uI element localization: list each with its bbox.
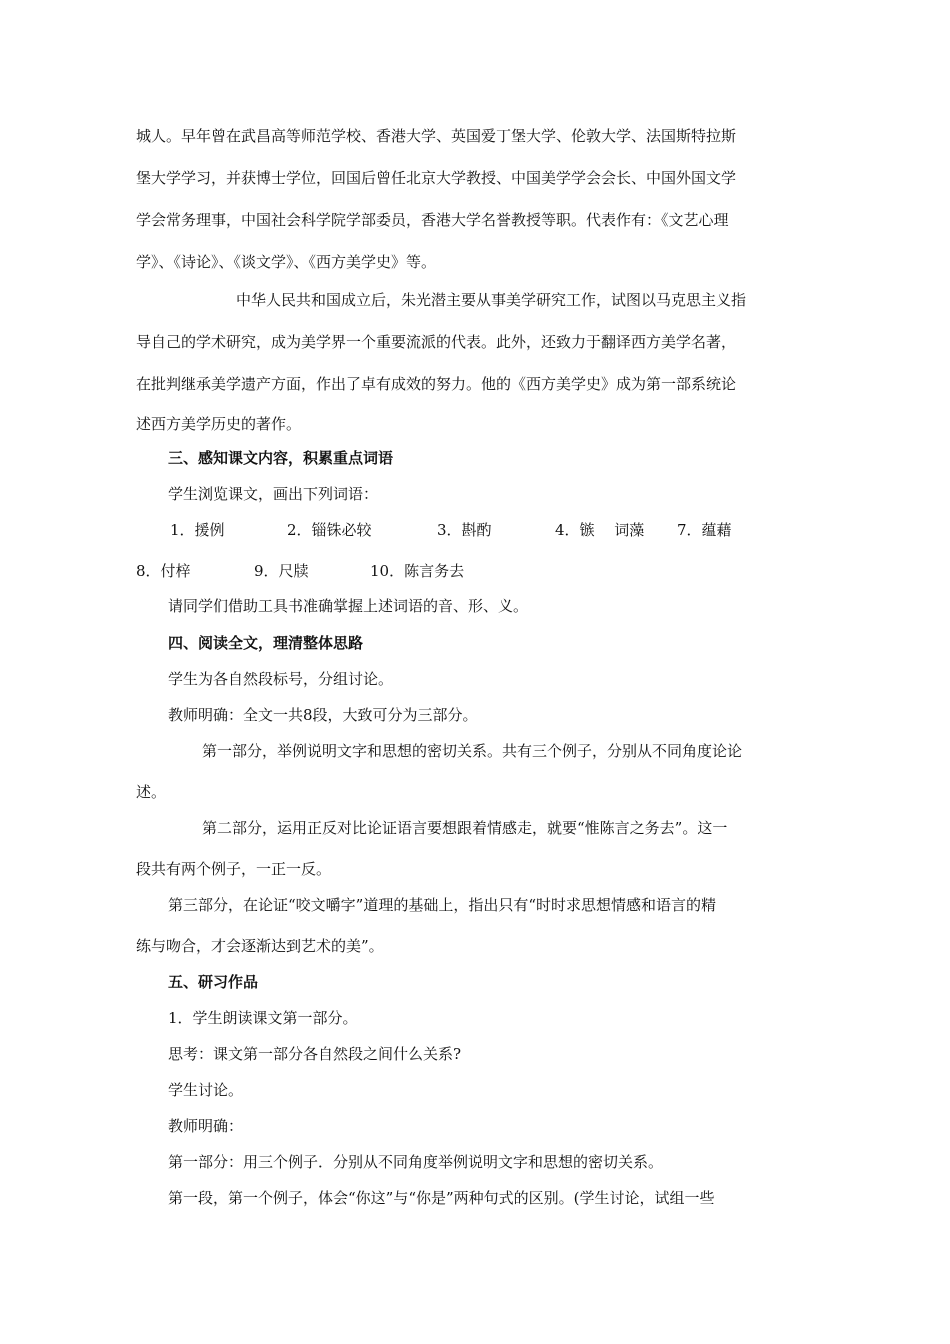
section5-line-1: 1．学生朗读课文第一部分。 xyxy=(168,1009,358,1027)
contribution-line-4: 述西方美学历史的著作。 xyxy=(136,415,302,433)
vocab-word-5: 7．蕴藉 xyxy=(677,521,732,539)
section5-line-4: 教师明确： xyxy=(168,1117,244,1135)
section5-heading: 五、研习作品 xyxy=(168,973,259,991)
section4-p1: 学生为各自然段标号，分组讨论。 xyxy=(168,670,394,688)
section3-heading: 三、感知课文内容，积累重点词语 xyxy=(168,449,394,467)
part2-line-2: 段共有两个例子，一正一反。 xyxy=(136,860,332,878)
contribution-line-1: 中华人民共和国成立后，朱光潜主要从事美学研究工作，试图以马克思主义指 xyxy=(236,291,747,309)
vocab-word-2: 2．锱铢必较 xyxy=(287,521,372,539)
part3-line-1: 第三部分，在论证“咬文嚼字”道理的基础上，指出只有“时时求思想情感和语言的精 xyxy=(168,896,717,914)
bio-line-1: 城人。早年曾在武昌高等师范学校、香港大学、英国爱丁堡大学、伦敦大学、法国斯特拉斯 xyxy=(136,127,737,145)
vocab-word-1: 1．援例 xyxy=(170,521,225,539)
part1-line-2: 述。 xyxy=(136,783,167,801)
vocab-word-8: 10．陈言务去 xyxy=(370,562,465,580)
section5-line-3: 学生讨论。 xyxy=(168,1081,244,1099)
contribution-line-2: 导自己的学术研究，成为美学界一个重要流派的代表。此外，还致力于翻译西方美学名著， xyxy=(136,333,737,351)
section5-line-6: 第一段，第一个例子，体会“你这”与“你是”两种句式的区别。(学生讨论，试组一些 xyxy=(168,1189,715,1207)
bio-line-2: 堡大学学习，并获博士学位，回国后曾任北京大学教授、中国美学学会会长、中国外国文学 xyxy=(136,169,737,187)
part1-line-1: 第一部分，举例说明文字和思想的密切关系。共有三个例子，分别从不同角度论论 xyxy=(202,742,743,760)
vocab-word-4: 4．镞 词藻 xyxy=(555,521,645,539)
section3-intro: 学生浏览课文，画出下列词语： xyxy=(168,485,379,503)
vocab-word-7: 9．尺牍 xyxy=(254,562,309,580)
part2-line-1: 第二部分，运用正反对比论证语言要想跟着情感走，就要“惟陈言之务去”。这一 xyxy=(202,819,728,837)
bio-line-3: 学会常务理事，中国社会科学院学部委员，香港大学名誉教授等职。代表作有：《文艺心理 xyxy=(136,211,729,229)
vocab-word-3: 3．斟酌 xyxy=(437,521,492,539)
section3-note: 请同学们借助工具书准确掌握上述词语的音、形、义。 xyxy=(168,597,529,615)
contribution-line-3: 在批判继承美学遗产方面，作出了卓有成效的努力。他的《西方美学史》成为第一部系统论 xyxy=(136,375,737,393)
bio-line-4: 学》、《诗论》、《谈文学》、《西方美学史》等。 xyxy=(136,253,437,271)
section5-line-5: 第一部分：用三个例子．分别从不同角度举例说明文字和思想的密切关系。 xyxy=(168,1153,664,1171)
section4-p2: 教师明确：全文一共8段，大致可分为三部分。 xyxy=(168,706,478,724)
part3-line-2: 练与吻合，才会逐渐达到艺术的美”。 xyxy=(136,937,384,955)
section4-heading: 四、阅读全文，理清整体思路 xyxy=(168,634,364,652)
section5-line-2: 思考：课文第一部分各自然段之间什么关系? xyxy=(168,1045,462,1063)
vocab-word-6: 8．付梓 xyxy=(136,562,191,580)
